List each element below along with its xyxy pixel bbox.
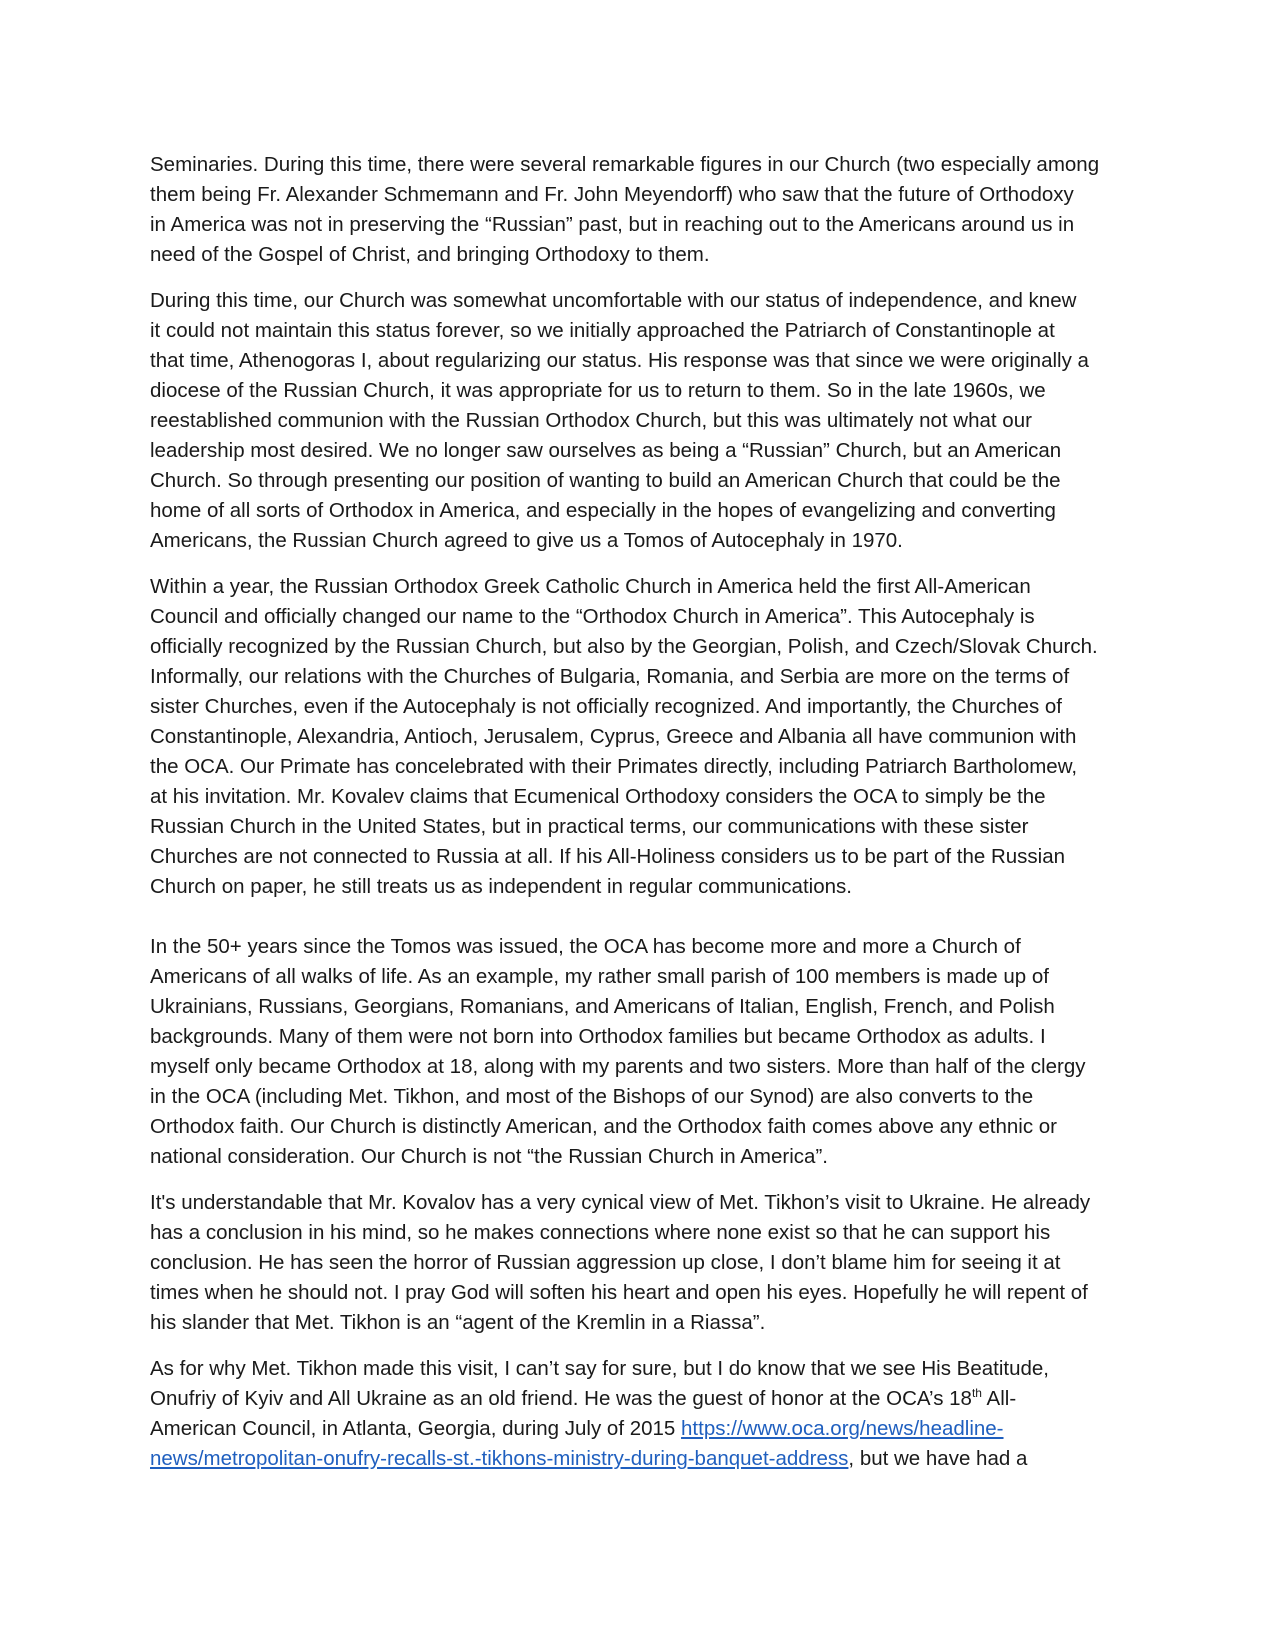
text-line: As for why Met. Tikhon made this visit, I can’t say for sure, but I do know that we see His Beatitude, (150, 1357, 1049, 1380)
text-line: that time, Athenogoras I, about regularizing our status. His response was that since we were originally a (150, 349, 1089, 372)
text-line: his slander that Met. Tikhon is an “agent of the Kremlin in a Riassa”. (150, 1311, 766, 1334)
ordinal-superscript: th (971, 1386, 982, 1401)
text-line: Russian Church in the United States, but in practical terms, our communications with these sister (150, 815, 1029, 838)
text-line: the OCA. Our Primate has concelebrated with their Primates directly, including Patriarch Bartholomew, (150, 755, 1078, 778)
text-line (150, 1384, 1128, 1414)
text-line: Constantinople, Alexandria, Antioch, Jerusalem, Cyprus, Greece and Albania all have communion with (150, 725, 1077, 748)
paragraph-1 (150, 150, 1128, 270)
text-line: Churches are not connected to Russia at all. If his All-Holiness considers us to be part of the Russian (150, 845, 1066, 868)
text-segment: All- (981, 1387, 1017, 1410)
text-segment: Onufriy of Kyiv and All Ukraine as an old friend. He was the guest of honor at the OCA’s 18 (150, 1387, 972, 1410)
text-line: Within a year, the Russian Orthodox Greek Catholic Church in America held the first All-American (150, 575, 1031, 598)
paragraph-6 (150, 1354, 1128, 1474)
paragraph-3 (150, 572, 1128, 902)
text-line: Orthodox faith. Our Church is distinctly American, and the Orthodox faith comes above any ethnic or (150, 1115, 1058, 1138)
text-line: need of the Gospel of Christ, and bringing Orthodoxy to them. (150, 243, 710, 266)
paragraph-4 (150, 932, 1128, 1172)
text-line: conclusion. He has seen the horror of Russian aggression up close, I don’t blame him for seeing it at (150, 1251, 1061, 1274)
text-line: it could not maintain this status forever, so we initially approached the Patriarch of Constantinople at (150, 319, 1055, 342)
text-line: Council and officially changed our name to the “Orthodox Church in America”. This Autocephaly is (150, 605, 1035, 628)
text-line: Informally, our relations with the Churches of Bulgaria, Romania, and Serbia are more on the terms of (150, 665, 1070, 688)
text-line: has a conclusion in his mind, so he makes connections where none exist so that he can support his (150, 1221, 1051, 1244)
text-line: Church. So through presenting our position of wanting to build an American Church that could be the (150, 469, 1061, 492)
text-line: in America was not in preserving the “Russian” past, but in reaching out to the Americans around us in (150, 213, 1075, 236)
text-line: them being Fr. Alexander Schmemann and Fr. John Meyendorff) who saw that the future of Orthodoxy (150, 183, 1074, 206)
text-line: Church on paper, he still treats us as independent in regular communications. (150, 875, 852, 898)
text-line: myself only became Orthodox at 18, along with my parents and two sisters. More than half of the clergy (150, 1055, 1086, 1078)
text-line: Ukrainians, Russians, Georgians, Romanians, and Americans of Italian, English, French, and Polish (150, 995, 1055, 1018)
text-line: in the OCA (including Met. Tikhon, and most of the Bishops of our Synod) are also converts to the (150, 1085, 1034, 1108)
text-line: backgrounds. Many of them were not born into Orthodox families but became Orthodox as adults. I (150, 1025, 1046, 1048)
text-line: During this time, our Church was somewhat uncomfortable with our status of independence, and knew (150, 289, 1077, 312)
text-line (150, 1414, 1128, 1444)
text-segment: American Council, in Atlanta, Georgia, during July of 2015 (150, 1417, 682, 1440)
text-line: It's understandable that Mr. Kovalov has a very cynical view of Met. Tikhon’s visit to Ukraine. He already (150, 1191, 1091, 1214)
text-line: at his invitation. Mr. Kovalev claims that Ecumenical Orthodoxy considers the OCA to simply be the (150, 785, 1046, 808)
text-line: Seminaries. During this time, there were several remarkable figures in our Church (two especially among (150, 153, 1100, 176)
oca-news-link-part-2[interactable]: news/metropolitan-onufry-recalls-st.-tikhons-ministry-during-banquet-address (150, 1447, 849, 1470)
paragraph-5 (150, 1188, 1128, 1338)
text-line: In the 50+ years since the Tomos was issued, the OCA has become more and more a Church of (150, 935, 1021, 958)
text-line: diocese of the Russian Church, it was appropriate for us to return to them. So in the late 1960s, we (150, 379, 1046, 402)
text-line: Americans, the Russian Church agreed to give us a Tomos of Autocephaly in 1970. (150, 529, 903, 552)
document-page (150, 150, 1128, 1490)
text-line: home of all sorts of Orthodox in America, and especially in the hopes of evangelizing and converting (150, 499, 1056, 522)
text-line: leadership most desired. We no longer saw ourselves as being a “Russian” Church, but an American (150, 439, 1062, 462)
paragraph-2 (150, 286, 1128, 556)
text-segment: , but we have had a (848, 1447, 1028, 1470)
text-line: officially recognized by the Russian Church, but also by the Georgian, Polish, and Czech/Slovak Church. (150, 635, 1098, 658)
text-line: Americans of all walks of life. As an example, my rather small parish of 100 members is made up of (150, 965, 1049, 988)
text-line: reestablished communion with the Russian Orthodox Church, but this was ultimately not what our (150, 409, 1032, 432)
oca-news-link-part-1[interactable]: https://www.oca.org/news/headline- (681, 1417, 1004, 1440)
text-line: sister Churches, even if the Autocephaly is not officially recognized. And importantly, the Churches of (150, 695, 1062, 718)
text-line: times when he should not. I pray God will soften his heart and open his eyes. Hopefully he will repent of (150, 1281, 1088, 1304)
text-line: national consideration. Our Church is not “the Russian Church in America”. (150, 1145, 828, 1168)
text-line (150, 1444, 1128, 1474)
